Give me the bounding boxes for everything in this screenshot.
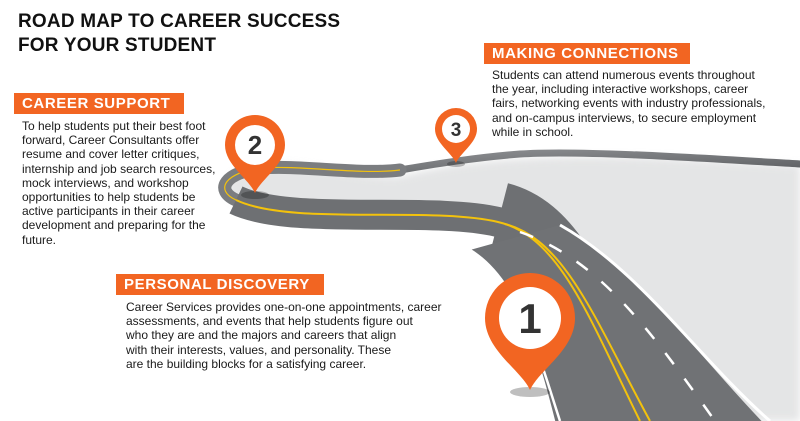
description-line: internship and job search resources, <box>22 161 216 176</box>
description-line: resume and cover letter critiques, <box>22 147 200 162</box>
description-line: while in school. <box>492 124 574 139</box>
career-support-heading: CAREER SUPPORT <box>14 93 184 114</box>
pin-number-2: 2 <box>247 130 263 160</box>
description-line: assessments, and events that help students figure out <box>126 314 413 329</box>
career-support-description <box>22 119 215 247</box>
description-line: future. <box>22 232 57 247</box>
pin-number-3: 3 <box>450 120 462 141</box>
description-line: are the building blocks for a satisfying career. <box>126 356 367 371</box>
description-line: forward, Career Consultants offer <box>22 133 200 148</box>
description-line: who they are and the majors and careers that align <box>126 328 397 343</box>
page-title <box>18 10 340 58</box>
description-line: Career Services provides one-on-one appointments, career <box>126 300 442 314</box>
description-line: active participants in their career <box>22 204 195 219</box>
title-line-2: FOR YOUR STUDENT <box>18 35 217 56</box>
description-line: To help students put their best foot <box>22 119 206 133</box>
making-connections-description <box>492 68 765 139</box>
making-connections-heading: MAKING CONNECTIONS <box>484 43 690 64</box>
title-line-1: ROAD MAP TO CAREER SUCCESS <box>18 11 341 32</box>
description-line: and on-campus interviews, to secure employment <box>492 110 757 125</box>
description-line: development and preparing for the <box>22 218 206 233</box>
description-line: fairs, networking events with industry professionals, <box>492 96 766 111</box>
pin-number-1: 1 <box>518 295 542 342</box>
personal-discovery-description <box>126 300 442 371</box>
personal-discovery-heading: PERSONAL DISCOVERY <box>116 274 324 295</box>
description-line: opportunities to help students be <box>22 190 196 205</box>
description-line: with their interests, values, and personality. These <box>126 342 392 357</box>
description-line: Students can attend numerous events throughout <box>492 68 755 82</box>
description-line: the year, including interactive workshops, career <box>492 82 749 97</box>
description-line: mock interviews, and workshop <box>22 175 189 190</box>
